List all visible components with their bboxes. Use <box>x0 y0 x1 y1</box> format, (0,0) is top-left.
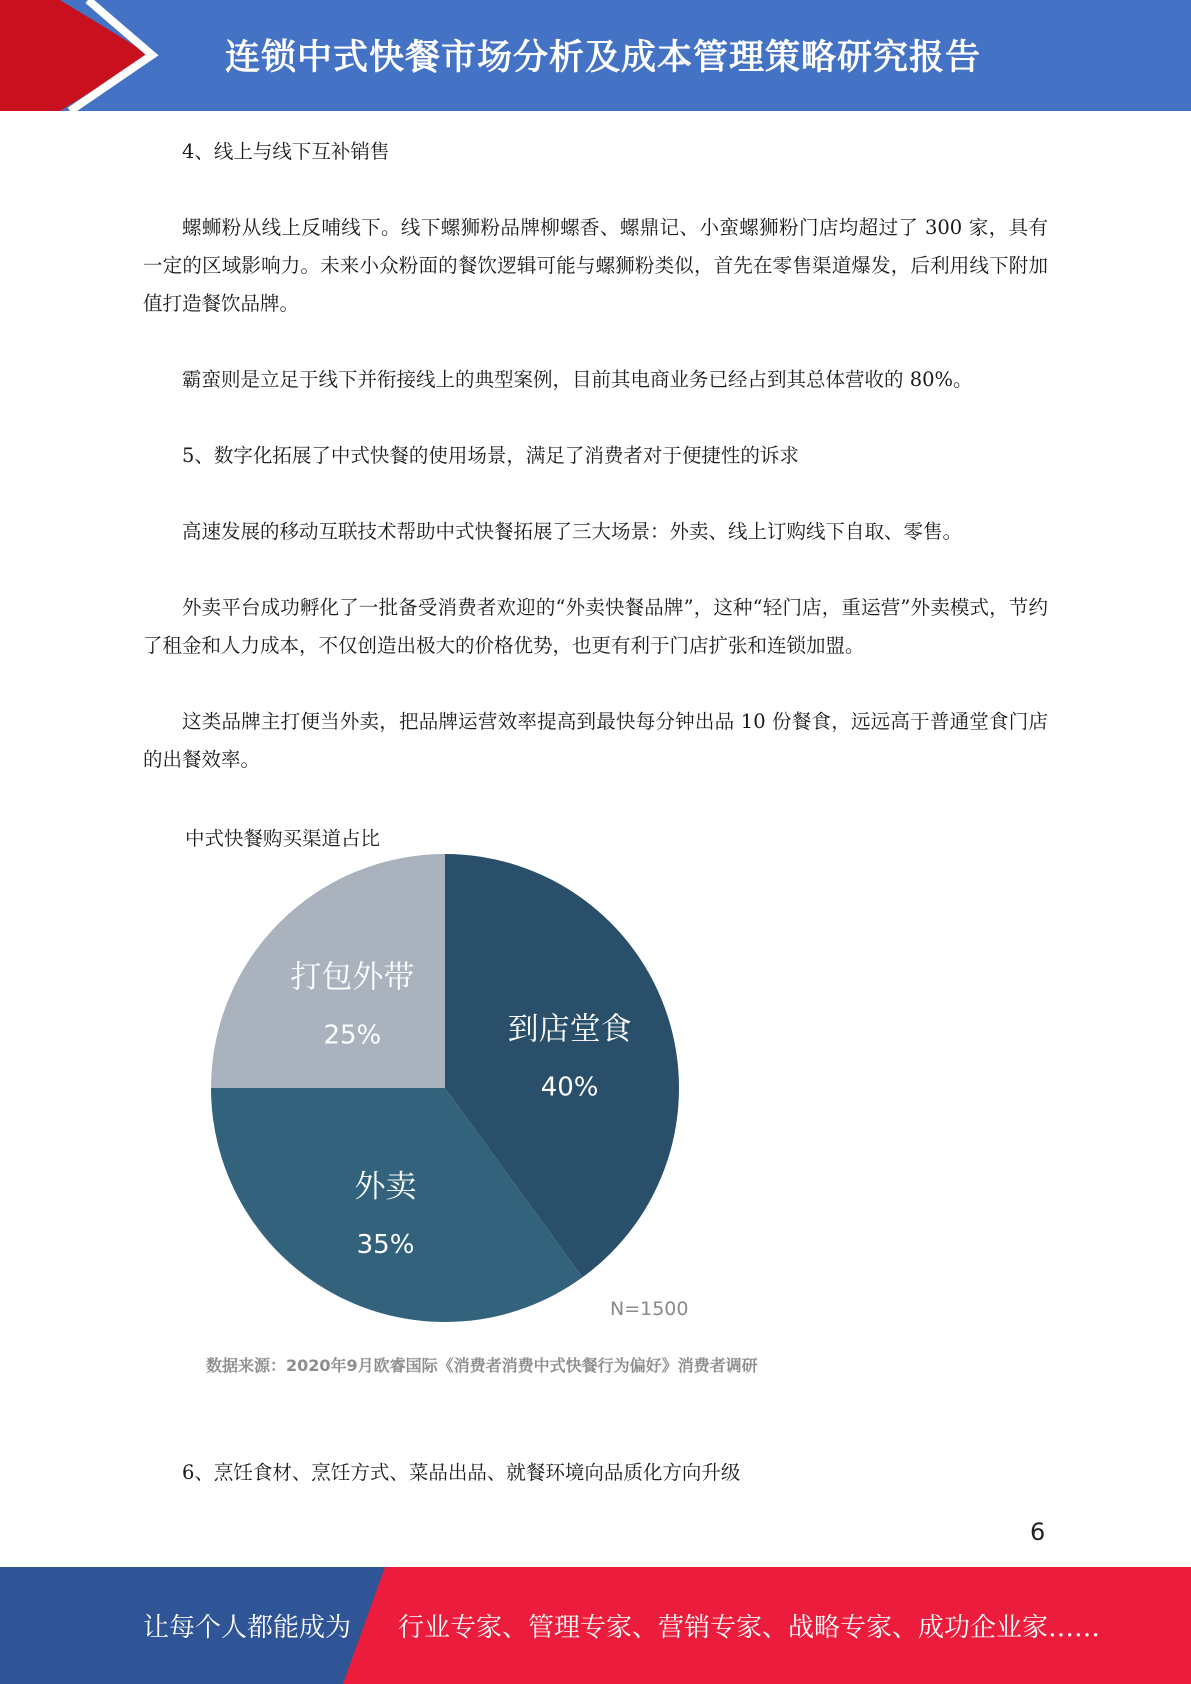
footer-slogan-right: 行业专家、管理专家、营销专家、战略专家、成功企业家…… <box>398 1613 1101 1643</box>
report-title: 连锁中式快餐市场分析及成本管理策略研究报告 <box>225 38 982 78</box>
pie-value-1: 35% <box>356 1229 415 1260</box>
paragraph-scenarios: 高速发展的移动互联技术帮助中式快餐拓展了三大场景：外卖、线上订购线下自取、零售。 <box>182 520 963 543</box>
red-arrow-shape <box>0 0 150 111</box>
pie-label-1: 外卖 <box>354 1168 417 1205</box>
paragraph-efficiency: 这类品牌主打便当外卖，把品牌运营效率提高到最快每分钟出品 10 份餐食，远远高于普通堂食门店的出餐效率。 <box>143 710 1048 771</box>
section-heading-6: 6、烹饪食材、烹饪方式、菜品出品、就餐环境向品质化方向升级 <box>182 1461 741 1484</box>
pie-value-2: 25% <box>323 1020 382 1051</box>
paragraph-baman: 霸蛮则是立足于线下并衔接线上的典型案例，目前其电商业务已经占到其总体营收的 80%。 <box>182 368 973 391</box>
page-header <box>0 0 1191 111</box>
section-heading-5: 5、数字化拓展了中式快餐的使用场景，满足了消费者对于便捷性的诉求 <box>182 444 799 467</box>
pie-value-0: 40% <box>540 1072 599 1103</box>
pie-chart <box>190 845 710 1330</box>
page-number: 6 <box>1030 1518 1046 1546</box>
section-heading-4: 4、线上与线下互补销售 <box>182 140 390 163</box>
pie-label-2: 打包外带 <box>290 959 415 996</box>
paragraph-delivery-brands: 外卖平台成功孵化了一批备受消费者欢迎的“外卖快餐品牌”，这种“轻门店，重运营”外卖模式，节约了租金和人力成本，不仅创造出极大的价格优势，也更有利于门店扩张和连锁加盟。 <box>143 596 1048 657</box>
paragraph-luosifen: 螺蛳粉从线上反哺线下。线下螺狮粉品牌柳螺香、螺鼎记、小蛮螺狮粉门店均超过了 300 家，具有一定的区域影响力。未来小众粉面的餐饮逻辑可能与螺狮粉类似，首先在零售渠道爆发，后利用线下附加值打造餐饮品牌。 <box>143 216 1048 315</box>
chart-source: 数据来源：2020年9月欧睿国际《消费者消费中式快餐行为偏好》消费者调研 <box>206 1356 758 1375</box>
chart-title: 中式快餐购买渠道占比 <box>185 827 381 850</box>
footer-slogan-left: 让每个人都能成为 <box>143 1613 352 1643</box>
pie-label-0: 到店堂食 <box>507 1011 632 1048</box>
sample-size-label: N=1500 <box>610 1298 689 1320</box>
page-footer <box>0 1567 1191 1684</box>
